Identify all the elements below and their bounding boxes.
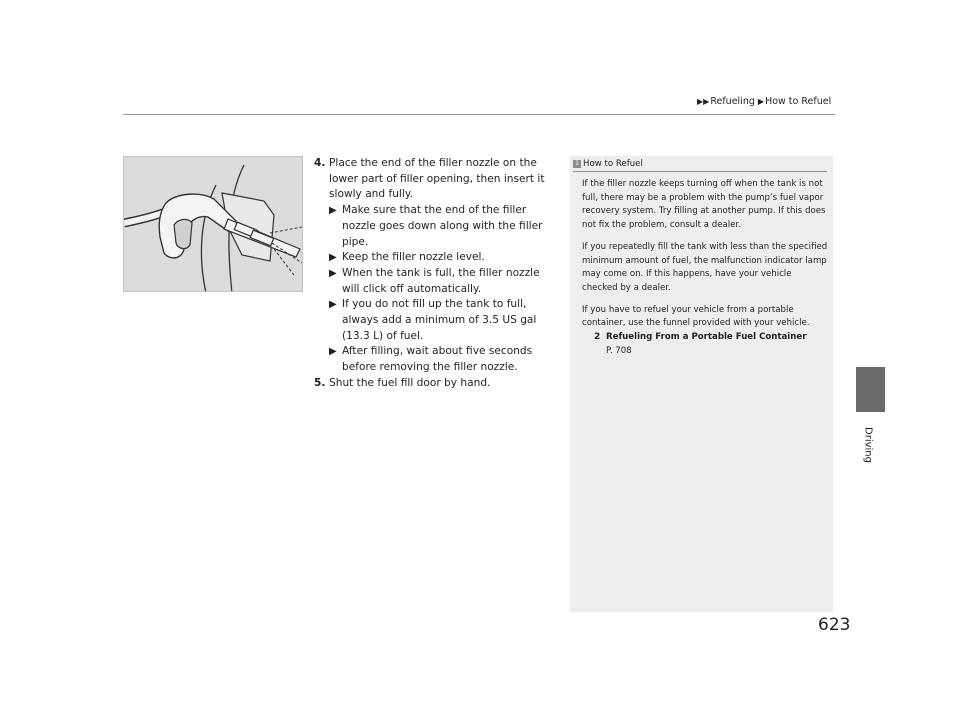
reference-title[interactable]: Refueling From a Portable Fuel Container <box>606 332 807 343</box>
note-paragraph: If you have to refuel your vehicle from a portable container, use the funnel provided with your vehicle. <box>582 304 810 329</box>
note-sidebar <box>570 156 833 612</box>
note-paragraph: If you repeatedly fill the tank with less than the specified minimum amount of fuel, the malfunction indicator lamp may come on. If this happens, have your vehicle checked by a dealer. <box>582 241 828 293</box>
header-divider <box>123 114 835 115</box>
cross-reference-link[interactable] <box>582 331 829 358</box>
sub-step-text: If you do not fill up the tank to full, always add a minimum of 3.5 US gal (13.3 L) of fuel. <box>342 298 537 342</box>
fuel-nozzle-drawing <box>124 157 303 292</box>
reference-page[interactable]: P. 708 <box>606 345 632 356</box>
arrow-icon: ▶ <box>329 299 337 311</box>
arrow-icon: ▶▶ <box>697 97 710 106</box>
note-body <box>570 172 833 358</box>
step-text: Shut the fuel fill door by hand. <box>329 376 491 389</box>
sub-step-text: Keep the filler nozzle level. <box>342 251 485 264</box>
arrow-icon: ▶ <box>757 97 765 106</box>
sub-step <box>314 203 558 250</box>
chapter-tab[interactable] <box>856 367 885 412</box>
sub-step <box>314 266 558 297</box>
note-icon: 1 <box>573 160 581 168</box>
reference-icon: 2 <box>594 332 601 343</box>
note-title: How to Refuel <box>583 159 643 169</box>
arrow-icon: ▶ <box>329 267 337 279</box>
fuel-nozzle-illustration <box>123 156 303 292</box>
step-text: Place the end of the filler nozzle on the lower part of filler opening, then insert it slowly and fully. <box>329 157 545 201</box>
chapter-label: Driving <box>862 427 874 463</box>
refuel-steps <box>314 156 558 392</box>
note-paragraph: If the filler nozzle keeps turning off when the tank is not full, there may be a problem with the pump’s fuel vapor recovery system. Try filling at another pump. If this does not fix the problem, consult a dealer. <box>582 179 826 231</box>
step-number: 5. <box>314 376 326 389</box>
note-header <box>573 159 827 172</box>
sub-step <box>314 297 558 344</box>
step-5 <box>314 376 558 392</box>
breadcrumb-section[interactable]: Refueling <box>710 96 755 107</box>
step-4 <box>314 156 558 203</box>
step-number: 4. <box>314 157 326 169</box>
sub-step <box>314 250 558 266</box>
breadcrumb-topic[interactable]: How to Refuel <box>765 96 832 107</box>
arrow-icon: ▶ <box>329 346 337 358</box>
arrow-icon: ▶ <box>329 252 337 264</box>
sub-step-text: After filling, wait about five seconds before removing the filler nozzle. <box>342 345 533 374</box>
sub-step-text: Make sure that the end of the filler nozzle goes down along with the filler pipe. <box>342 204 543 248</box>
page-number: 623 <box>818 615 851 635</box>
breadcrumb <box>697 96 831 107</box>
sub-step-text: When the tank is full, the filler nozzle will click off automatically. <box>342 266 540 295</box>
sub-step <box>314 344 558 375</box>
arrow-icon: ▶ <box>329 205 337 217</box>
